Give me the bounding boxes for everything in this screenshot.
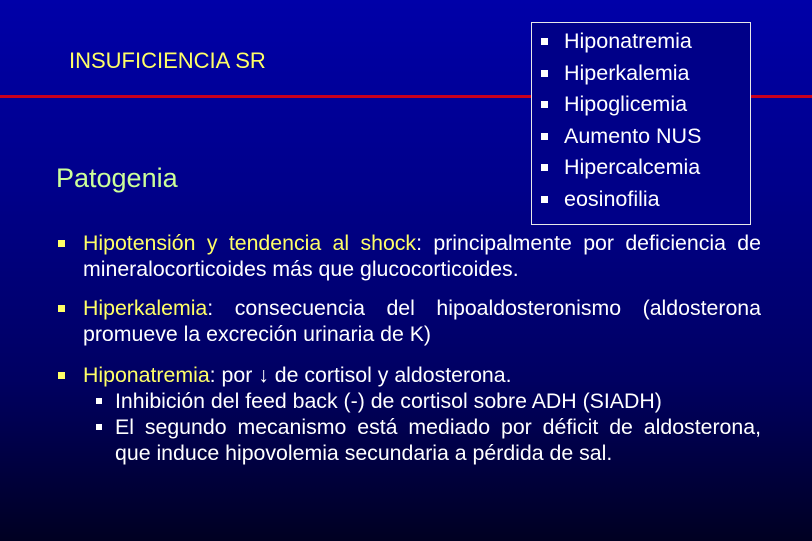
findings-item	[532, 26, 750, 58]
square-bullet-icon	[58, 305, 65, 312]
findings-item	[532, 89, 750, 121]
sub-bullet-item	[83, 414, 761, 466]
square-bullet-icon	[96, 398, 102, 404]
square-bullet-icon	[541, 196, 548, 203]
bullet-highlight: Hipotensión y tendencia al shock	[83, 231, 417, 255]
findings-item-label: Hipercalcemia	[564, 155, 701, 179]
bullet-item	[56, 230, 761, 282]
bullet-list	[56, 230, 761, 466]
findings-item-label: Hipoglicemia	[564, 92, 688, 116]
findings-item-label: Hiponatremia	[564, 29, 692, 53]
bullet-item	[56, 362, 761, 388]
square-bullet-icon	[58, 372, 65, 379]
findings-item-label: Aumento NUS	[564, 123, 702, 148]
bullet-text: : consecuencia del hipoaldosteronismo (aldosterona promueve la excreción urinaria de K)	[83, 296, 761, 346]
square-bullet-icon	[541, 101, 548, 108]
square-bullet-icon	[541, 70, 548, 77]
bullet-text: : principalmente por deficiencia de mineralocorticoides más que glucocorticoides.	[83, 231, 761, 281]
square-bullet-icon	[96, 424, 102, 430]
sub-bullet-text: El segundo mecanismo está mediado por déficit de aldosterona, que induce hipovolemia secundaria a pérdida de sal.	[115, 415, 761, 465]
findings-item	[532, 152, 750, 184]
findings-box	[531, 22, 751, 225]
findings-item	[532, 58, 750, 90]
slide-title: INSUFICIENCIA SR	[69, 48, 266, 73]
sub-bullet-item	[83, 388, 761, 414]
square-bullet-icon	[541, 38, 548, 45]
square-bullet-icon	[541, 164, 548, 171]
findings-item	[532, 184, 750, 216]
square-bullet-icon	[541, 133, 548, 140]
findings-list	[532, 23, 750, 215]
findings-item-label: eosinofilia	[564, 186, 660, 211]
bullet-text: : por ↓ de cortisol y aldosterona.	[209, 363, 512, 387]
findings-item-label: Hiperkalemia	[564, 60, 690, 85]
bullet-highlight: Hiperkalemia	[83, 296, 208, 320]
section-title: Patogenia	[56, 163, 178, 193]
bullet-highlight: Hiponatremia	[83, 363, 210, 387]
findings-item	[532, 121, 750, 153]
sub-bullet-text: Inhibición del feed back (-) de cortisol sobre ADH (SIADH)	[115, 389, 662, 413]
square-bullet-icon	[58, 240, 65, 247]
bullet-item	[56, 295, 761, 347]
